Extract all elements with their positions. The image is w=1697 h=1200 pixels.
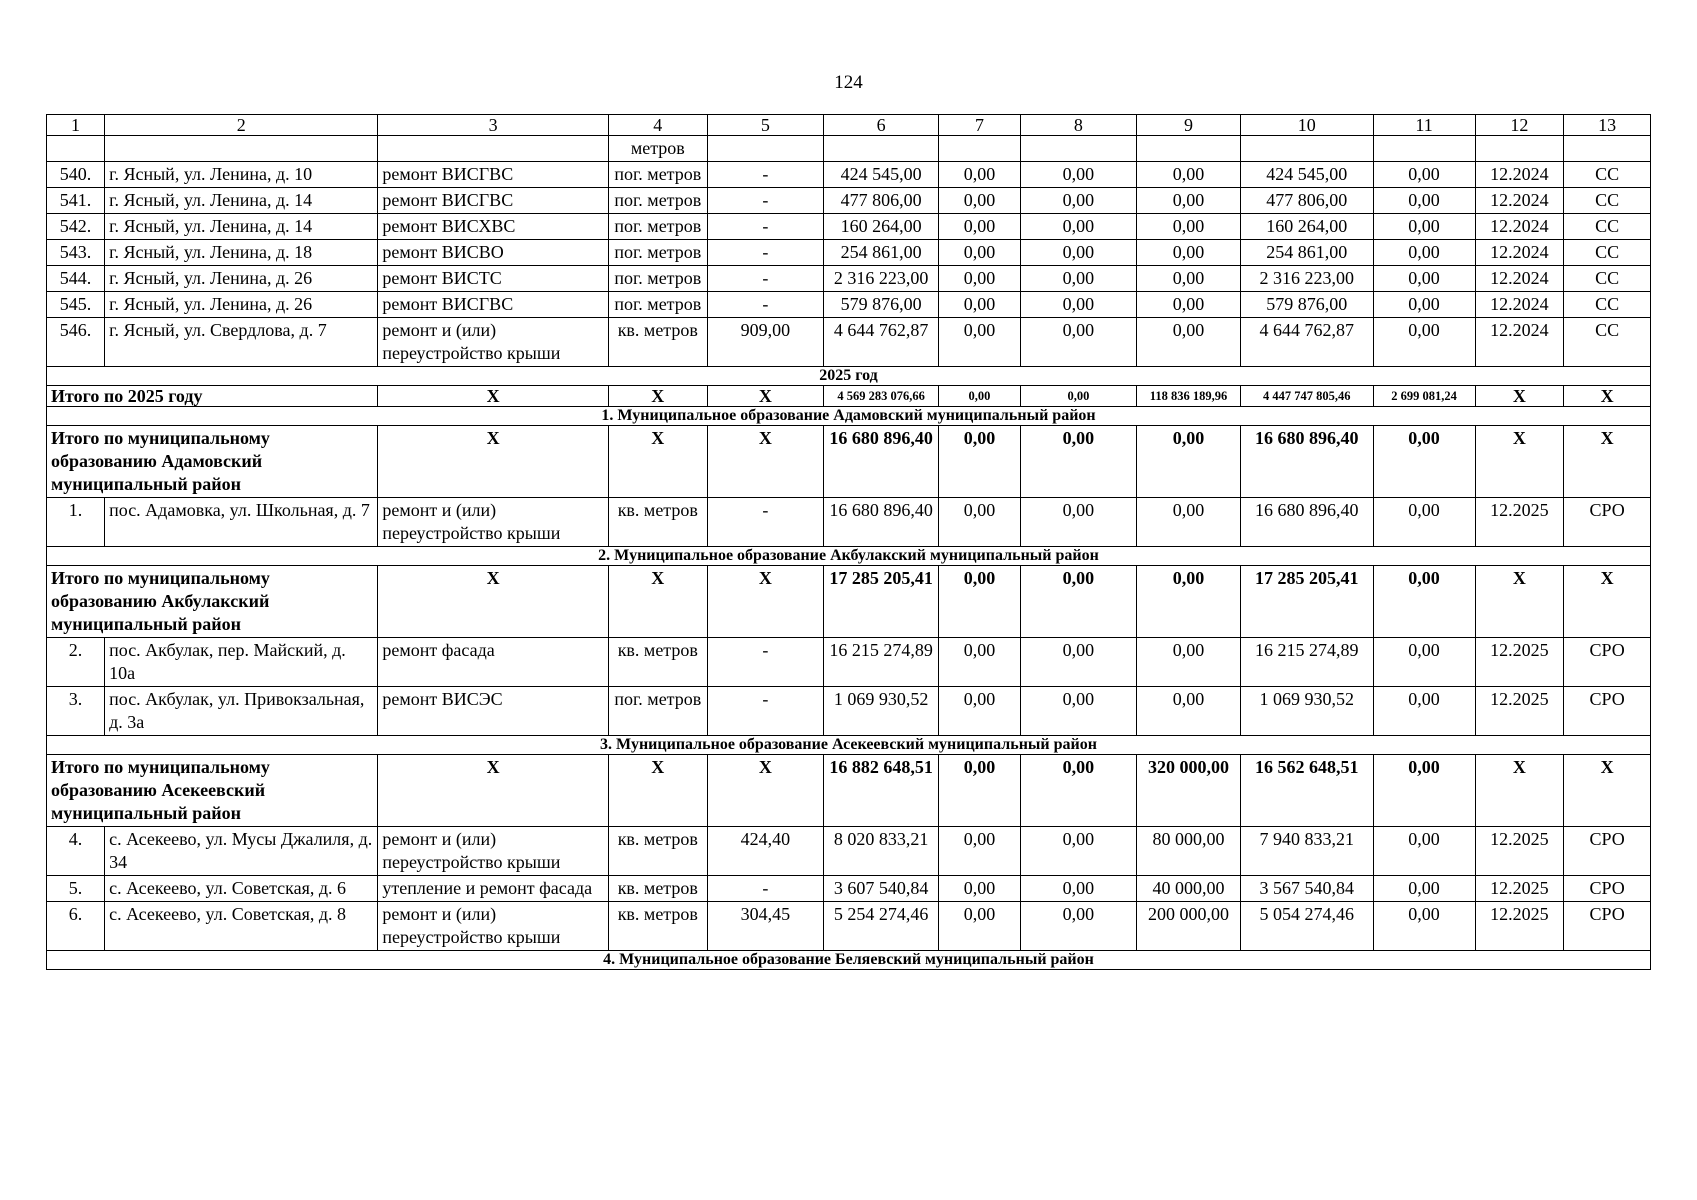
section-heading-text: 3. Муниципальное образование Асекеевский муниципальный район <box>47 736 1651 755</box>
total-cost-cell: 2 316 223,00 <box>823 266 938 292</box>
year-heading-text: 2025 год <box>47 367 1651 386</box>
address-cell: г. Ясный, ул. Ленина, д. 26 <box>105 266 378 292</box>
work-type-cell: ремонт ВИСТС <box>378 266 608 292</box>
column-number: 13 <box>1564 115 1651 136</box>
table-row <box>47 240 1651 266</box>
subtotal-cell: 0,00 <box>1020 566 1136 638</box>
work-type-cell: ремонт и (или) переустройство крыши <box>378 318 608 367</box>
unit-cell: пог. метров <box>608 240 707 266</box>
row-number: 5. <box>47 876 105 902</box>
area-cell: 424,40 <box>707 827 823 876</box>
work-type-cell: ремонт фасада <box>378 638 608 687</box>
amount-cell: 254 861,00 <box>1241 240 1374 266</box>
amount-cell: 0,00 <box>1137 292 1241 318</box>
unit-cell: кв. метров <box>608 827 707 876</box>
table-row <box>47 876 1651 902</box>
unit-cell: пог. метров <box>608 687 707 736</box>
unit-cell: кв. метров <box>608 902 707 951</box>
subtotal-cell: 0,00 <box>1137 426 1241 498</box>
subtotal-label: Итого по муниципальному образованию Адамовский муниципальный район <box>47 426 378 498</box>
amount-cell: 0,00 <box>1020 902 1136 951</box>
area-cell: - <box>707 240 823 266</box>
address-cell: г. Ясный, ул. Ленина, д. 26 <box>105 292 378 318</box>
subtotal-cell: X <box>378 755 608 827</box>
year-total-cell: X <box>378 386 608 407</box>
subtotal-cell: 0,00 <box>939 755 1021 827</box>
completion-date-cell: 12.2024 <box>1475 240 1564 266</box>
completion-date-cell: 12.2025 <box>1475 687 1564 736</box>
completion-date-cell: 12.2024 <box>1475 188 1564 214</box>
completion-date-cell: 12.2025 <box>1475 876 1564 902</box>
column-number-row <box>47 115 1651 136</box>
amount-cell: 0,00 <box>1020 240 1136 266</box>
year-total-cell: X <box>707 386 823 407</box>
amount-cell: 16 215 274,89 <box>1241 638 1374 687</box>
work-type-cell: ремонт ВИСВО <box>378 240 608 266</box>
amount-cell: 0,00 <box>939 687 1021 736</box>
subtotal-row <box>47 426 1651 498</box>
subtotal-row <box>47 566 1651 638</box>
subtotal-cell: 16 882 648,51 <box>823 755 938 827</box>
unit-cell: кв. метров <box>608 318 707 367</box>
address-cell: пос. Акбулак, пер. Майский, д. 10а <box>105 638 378 687</box>
amount-cell: 0,00 <box>939 902 1021 951</box>
address-cell: с. Асекеево, ул. Мусы Джалиля, д. 34 <box>105 827 378 876</box>
total-cost-cell: 477 806,00 <box>823 188 938 214</box>
work-type-cell: ремонт ВИСХВС <box>378 214 608 240</box>
column-number: 2 <box>105 115 378 136</box>
section-heading <box>47 951 1651 970</box>
subtotal-cell: 0,00 <box>1373 566 1475 638</box>
amount-cell: 0,00 <box>1373 188 1475 214</box>
row-number: 543. <box>47 240 105 266</box>
amount-cell: 2 316 223,00 <box>1241 266 1374 292</box>
column-number: 6 <box>823 115 938 136</box>
area-cell: 909,00 <box>707 318 823 367</box>
year-total-cell: 0,00 <box>1020 386 1136 407</box>
row-number: 541. <box>47 188 105 214</box>
work-type-cell: ремонт ВИСЭС <box>378 687 608 736</box>
amount-cell: 0,00 <box>1020 318 1136 367</box>
amount-cell: 80 000,00 <box>1137 827 1241 876</box>
subtotal-cell: X <box>1564 566 1651 638</box>
amount-cell: 7 940 833,21 <box>1241 827 1374 876</box>
unit-cell: пог. метров <box>608 188 707 214</box>
total-cost-cell: 1 069 930,52 <box>823 687 938 736</box>
amount-cell: 424 545,00 <box>1241 162 1374 188</box>
subtotal-cell: 0,00 <box>1137 566 1241 638</box>
area-cell: - <box>707 638 823 687</box>
amount-cell: 0,00 <box>1373 638 1475 687</box>
subtotal-cell: 16 680 896,40 <box>823 426 938 498</box>
table-row <box>47 214 1651 240</box>
method-cell: СС <box>1564 188 1651 214</box>
amount-cell: 0,00 <box>1373 876 1475 902</box>
subtotal-cell: X <box>707 566 823 638</box>
area-cell: - <box>707 292 823 318</box>
year-total-cell: X <box>1564 386 1651 407</box>
amount-cell: 0,00 <box>1020 188 1136 214</box>
row-number: 6. <box>47 902 105 951</box>
column-number: 5 <box>707 115 823 136</box>
amount-cell: 5 054 274,46 <box>1241 902 1374 951</box>
subtotal-cell: 320 000,00 <box>1137 755 1241 827</box>
method-cell: СРО <box>1564 687 1651 736</box>
work-type-cell: ремонт ВИСГВС <box>378 188 608 214</box>
amount-cell: 40 000,00 <box>1137 876 1241 902</box>
section-heading-text: 1. Муниципальное образование Адамовский муниципальный район <box>47 407 1651 426</box>
year-total-cell: X <box>1475 386 1564 407</box>
year-total-label: Итого по 2025 году <box>47 386 378 407</box>
subtotal-cell: 17 285 205,41 <box>1241 566 1374 638</box>
row-number: 546. <box>47 318 105 367</box>
method-cell: СРО <box>1564 827 1651 876</box>
table-row <box>47 318 1651 367</box>
row-number: 540. <box>47 162 105 188</box>
method-cell: СРО <box>1564 876 1651 902</box>
amount-cell: 0,00 <box>939 214 1021 240</box>
completion-date-cell: 12.2025 <box>1475 638 1564 687</box>
subtotal-cell: X <box>1564 755 1651 827</box>
year-total-cell: 2 699 081,24 <box>1373 386 1475 407</box>
address-cell: с. Асекеево, ул. Советская, д. 6 <box>105 876 378 902</box>
table-row <box>47 638 1651 687</box>
completion-date-cell: 12.2025 <box>1475 902 1564 951</box>
row-number: 4. <box>47 827 105 876</box>
amount-cell: 0,00 <box>1020 876 1136 902</box>
amount-cell: 0,00 <box>1137 188 1241 214</box>
completion-date-cell: 12.2025 <box>1475 498 1564 547</box>
subtotal-cell: X <box>1475 566 1564 638</box>
section-heading <box>47 407 1651 426</box>
total-cost-cell: 16 680 896,40 <box>823 498 938 547</box>
completion-date-cell: 12.2024 <box>1475 266 1564 292</box>
amount-cell: 0,00 <box>1373 827 1475 876</box>
completion-date-cell: 12.2024 <box>1475 318 1564 367</box>
amount-cell: 0,00 <box>939 162 1021 188</box>
column-number: 4 <box>608 115 707 136</box>
subtotal-cell: 17 285 205,41 <box>823 566 938 638</box>
section-heading-text: 4. Муниципальное образование Беляевский муниципальный район <box>47 951 1651 970</box>
column-number: 3 <box>378 115 608 136</box>
address-cell: г. Ясный, ул. Свердлова, д. 7 <box>105 318 378 367</box>
method-cell: СС <box>1564 240 1651 266</box>
year-total-cell: 4 447 747 805,46 <box>1241 386 1374 407</box>
table-row <box>47 902 1651 951</box>
method-cell: СС <box>1564 214 1651 240</box>
subtotal-cell: X <box>378 566 608 638</box>
unit-cell: кв. метров <box>608 498 707 547</box>
unit-cell: пог. метров <box>608 162 707 188</box>
unit-cell: пог. метров <box>608 214 707 240</box>
total-cost-cell: 8 020 833,21 <box>823 827 938 876</box>
amount-cell: 0,00 <box>1373 318 1475 367</box>
total-cost-cell: 254 861,00 <box>823 240 938 266</box>
column-number: 7 <box>939 115 1021 136</box>
column-number: 12 <box>1475 115 1564 136</box>
area-cell: - <box>707 188 823 214</box>
amount-cell: 0,00 <box>1137 498 1241 547</box>
amount-cell: 200 000,00 <box>1137 902 1241 951</box>
work-type-cell: ремонт ВИСГВС <box>378 292 608 318</box>
amount-cell: 477 806,00 <box>1241 188 1374 214</box>
subtotal-cell: X <box>608 566 707 638</box>
total-cost-cell: 16 215 274,89 <box>823 638 938 687</box>
area-cell: 304,45 <box>707 902 823 951</box>
work-type-cell: ремонт и (или) переустройство крыши <box>378 498 608 547</box>
amount-cell: 0,00 <box>1020 266 1136 292</box>
table-row <box>47 292 1651 318</box>
subtotal-cell: X <box>707 755 823 827</box>
method-cell: СС <box>1564 318 1651 367</box>
amount-cell: 0,00 <box>1137 162 1241 188</box>
amount-cell: 0,00 <box>1020 292 1136 318</box>
subtotal-cell: X <box>378 426 608 498</box>
table-row <box>47 188 1651 214</box>
amount-cell: 160 264,00 <box>1241 214 1374 240</box>
unit-cell: пог. метров <box>608 292 707 318</box>
subtotal-cell: X <box>1564 426 1651 498</box>
subtotal-cell: 0,00 <box>1020 755 1136 827</box>
amount-cell: 0,00 <box>1137 214 1241 240</box>
amount-cell: 0,00 <box>939 188 1021 214</box>
method-cell: СС <box>1564 292 1651 318</box>
amount-cell: 0,00 <box>1137 266 1241 292</box>
year-heading <box>47 367 1651 386</box>
amount-cell: 0,00 <box>1373 214 1475 240</box>
column-number: 11 <box>1373 115 1475 136</box>
work-type-cell: ремонт и (или) переустройство крыши <box>378 902 608 951</box>
subtotal-cell: X <box>608 426 707 498</box>
amount-cell: 0,00 <box>1020 638 1136 687</box>
subtotal-cell: 0,00 <box>1373 755 1475 827</box>
subtotal-cell: X <box>1475 755 1564 827</box>
amount-cell: 0,00 <box>1020 162 1136 188</box>
subtotal-cell: 0,00 <box>939 566 1021 638</box>
page-number: 124 <box>834 72 863 93</box>
table-row <box>47 498 1651 547</box>
amount-cell: 0,00 <box>939 827 1021 876</box>
total-cost-cell: 424 545,00 <box>823 162 938 188</box>
table-row <box>47 687 1651 736</box>
subtotal-cell: X <box>1475 426 1564 498</box>
row-number: 542. <box>47 214 105 240</box>
continuation-row <box>47 136 1651 162</box>
row-number: 545. <box>47 292 105 318</box>
area-cell: - <box>707 266 823 292</box>
method-cell: СРО <box>1564 498 1651 547</box>
total-cost-cell: 4 644 762,87 <box>823 318 938 367</box>
row-number: 3. <box>47 687 105 736</box>
amount-cell: 579 876,00 <box>1241 292 1374 318</box>
area-cell: - <box>707 162 823 188</box>
amount-cell: 4 644 762,87 <box>1241 318 1374 367</box>
column-number: 1 <box>47 115 105 136</box>
amount-cell: 0,00 <box>939 876 1021 902</box>
work-type-cell: ремонт и (или) переустройство крыши <box>378 827 608 876</box>
amount-cell: 0,00 <box>939 498 1021 547</box>
subtotal-cell: 0,00 <box>1020 426 1136 498</box>
amount-cell: 0,00 <box>1373 266 1475 292</box>
subtotal-cell: X <box>707 426 823 498</box>
year-total-cell: X <box>608 386 707 407</box>
work-type-cell: утепление и ремонт фасада <box>378 876 608 902</box>
amount-cell: 0,00 <box>1137 687 1241 736</box>
total-cost-cell: 579 876,00 <box>823 292 938 318</box>
table-row <box>47 827 1651 876</box>
address-cell: г. Ясный, ул. Ленина, д. 10 <box>105 162 378 188</box>
subtotal-row <box>47 755 1651 827</box>
column-number: 9 <box>1137 115 1241 136</box>
address-cell: пос. Адамовка, ул. Школьная, д. 7 <box>105 498 378 547</box>
address-cell: г. Ясный, ул. Ленина, д. 18 <box>105 240 378 266</box>
amount-cell: 0,00 <box>939 292 1021 318</box>
year-total-cell: 0,00 <box>939 386 1021 407</box>
amount-cell: 0,00 <box>939 318 1021 367</box>
section-heading <box>47 736 1651 755</box>
address-cell: г. Ясный, ул. Ленина, д. 14 <box>105 188 378 214</box>
year-total-cell: 118 836 189,96 <box>1137 386 1241 407</box>
table-body <box>47 115 1651 970</box>
address-cell: пос. Акбулак, ул. Привокзальная, д. 3а <box>105 687 378 736</box>
column-number: 8 <box>1020 115 1136 136</box>
area-cell: - <box>707 687 823 736</box>
address-cell: с. Асекеево, ул. Советская, д. 8 <box>105 902 378 951</box>
subtotal-cell: 16 680 896,40 <box>1241 426 1374 498</box>
subtotal-cell: 0,00 <box>939 426 1021 498</box>
subtotal-label: Итого по муниципальному образованию Акбулакский муниципальный район <box>47 566 378 638</box>
amount-cell: 0,00 <box>1020 687 1136 736</box>
unit-cell: кв. метров <box>608 876 707 902</box>
table-row <box>47 266 1651 292</box>
area-cell: - <box>707 498 823 547</box>
subtotal-cell: X <box>608 755 707 827</box>
row-number: 2. <box>47 638 105 687</box>
unit-cell: метров <box>608 136 707 162</box>
amount-cell: 0,00 <box>939 266 1021 292</box>
subtotal-label: Итого по муниципальному образованию Асекеевский муниципальный район <box>47 755 378 827</box>
amount-cell: 0,00 <box>1020 827 1136 876</box>
total-cost-cell: 3 607 540,84 <box>823 876 938 902</box>
table-row <box>47 162 1651 188</box>
method-cell: СРО <box>1564 902 1651 951</box>
subtotal-cell: 16 562 648,51 <box>1241 755 1374 827</box>
section-heading <box>47 547 1651 566</box>
amount-cell: 0,00 <box>1373 162 1475 188</box>
amount-cell: 0,00 <box>1373 240 1475 266</box>
completion-date-cell: 12.2025 <box>1475 827 1564 876</box>
amount-cell: 0,00 <box>1137 638 1241 687</box>
column-number: 10 <box>1241 115 1374 136</box>
area-cell: - <box>707 876 823 902</box>
repair-program-table <box>46 114 1651 970</box>
amount-cell: 0,00 <box>1373 292 1475 318</box>
section-heading-text: 2. Муниципальное образование Акбулакский муниципальный район <box>47 547 1651 566</box>
row-number: 1. <box>47 498 105 547</box>
amount-cell: 0,00 <box>1020 214 1136 240</box>
amount-cell: 16 680 896,40 <box>1241 498 1374 547</box>
completion-date-cell: 12.2024 <box>1475 162 1564 188</box>
method-cell: СС <box>1564 266 1651 292</box>
subtotal-cell: 0,00 <box>1373 426 1475 498</box>
unit-cell: пог. метров <box>608 266 707 292</box>
method-cell: СРО <box>1564 638 1651 687</box>
year-total-cell: 4 569 283 076,66 <box>823 386 938 407</box>
unit-cell: кв. метров <box>608 638 707 687</box>
amount-cell: 0,00 <box>1373 498 1475 547</box>
amount-cell: 0,00 <box>1137 318 1241 367</box>
method-cell: СС <box>1564 162 1651 188</box>
completion-date-cell: 12.2024 <box>1475 292 1564 318</box>
amount-cell: 0,00 <box>1020 498 1136 547</box>
amount-cell: 0,00 <box>939 638 1021 687</box>
work-type-cell: ремонт ВИСГВС <box>378 162 608 188</box>
amount-cell: 0,00 <box>1373 687 1475 736</box>
amount-cell: 1 069 930,52 <box>1241 687 1374 736</box>
total-cost-cell: 5 254 274,46 <box>823 902 938 951</box>
area-cell: - <box>707 214 823 240</box>
amount-cell: 0,00 <box>1137 240 1241 266</box>
address-cell: г. Ясный, ул. Ленина, д. 14 <box>105 214 378 240</box>
total-cost-cell: 160 264,00 <box>823 214 938 240</box>
completion-date-cell: 12.2024 <box>1475 214 1564 240</box>
year-total-row <box>47 386 1651 407</box>
row-number: 544. <box>47 266 105 292</box>
amount-cell: 0,00 <box>939 240 1021 266</box>
amount-cell: 0,00 <box>1373 902 1475 951</box>
amount-cell: 3 567 540,84 <box>1241 876 1374 902</box>
